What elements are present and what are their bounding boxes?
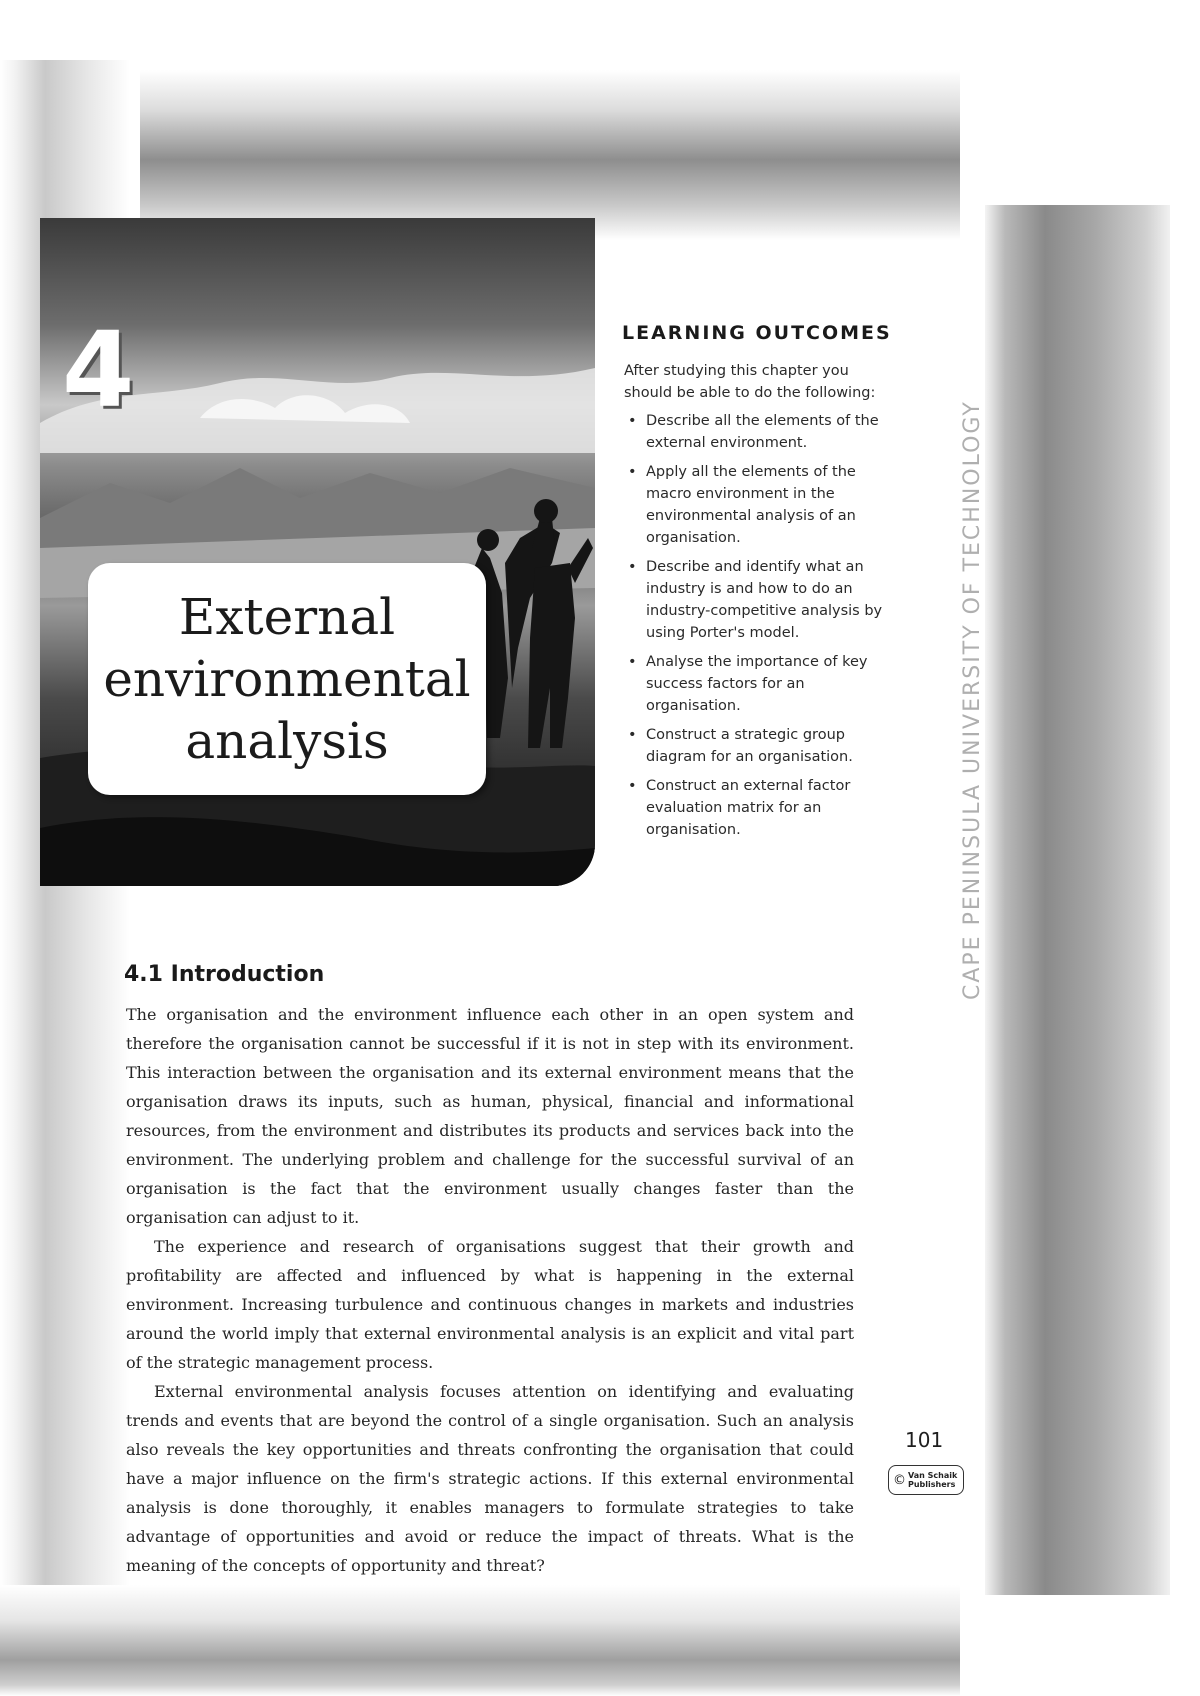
chapter-title-box bbox=[88, 563, 486, 795]
paragraph: External environmental analysis focuses attention on identifying and evaluating trends and events that are beyond the control of a single organisation. Such an analysis also reveals the key opportunities and threats confronting the organisation that could have a major influence on the firm's strategic actions. If this external environmental analysis is done thoroughly, it enables managers to formulate strategies to take advantage of opportunities and avoid or reduce the impact of threats. What is the meaning of the concepts of opportunity and threat? bbox=[126, 1382, 854, 1575]
list-item bbox=[626, 775, 898, 841]
outcome-text: Describe all the elements of the external environment. bbox=[646, 413, 879, 451]
section-heading: 4.1 Introduction bbox=[124, 962, 325, 987]
library-stamp-text: CAPE PENINSULA UNIVERSITY OF TECHNOLOGY bbox=[960, 400, 985, 1000]
outcome-text: Apply all the elements of the macro environment in the environmental analysis of an organisation. bbox=[646, 464, 856, 546]
publisher-logo bbox=[888, 1465, 964, 1495]
outcome-text: Describe and identify what an industry is and how to do an industry-competitive analysis by using Porter's model. bbox=[646, 559, 883, 641]
bullet-icon: • bbox=[628, 464, 637, 480]
learning-outcomes-list bbox=[626, 410, 898, 848]
publisher-name: Van Schaik Publishers bbox=[908, 1471, 958, 1489]
chapter-title-line: analysis bbox=[185, 712, 389, 770]
list-item bbox=[626, 724, 898, 768]
bullet-icon: • bbox=[628, 727, 637, 743]
list-item bbox=[626, 556, 898, 644]
learning-outcomes-intro: After studying this chapter you should be able to do the following: bbox=[624, 363, 876, 401]
copyright-icon: © bbox=[893, 1472, 906, 1488]
chapter-number: 4 bbox=[62, 309, 135, 431]
list-item bbox=[626, 461, 898, 549]
bullet-icon: • bbox=[628, 559, 637, 575]
outcome-text: Construct an external factor evaluation matrix for an organisation. bbox=[646, 778, 851, 838]
learning-outcomes-heading: LEARNING OUTCOMES bbox=[622, 322, 892, 344]
chapter-title-line: environmental bbox=[103, 650, 471, 708]
chapter-title-line: External bbox=[178, 588, 396, 646]
page-number: 101 bbox=[905, 1428, 944, 1452]
paragraph: The experience and research of organisations suggest that their growth and profitability are affected and influenced by what is happening in the external environment. Increasing turbulence and continuous changes in markets and industries around the world imply that external environmental analysis is an explicit and vital part of the strategic management process. bbox=[126, 1237, 854, 1372]
bullet-icon: • bbox=[628, 413, 637, 429]
bullet-icon: • bbox=[628, 654, 637, 670]
paragraph: The organisation and the environment influence each other in an open system and therefore the organisation cannot be successful if it is not in step with its environment. This interaction between the organisation and its external environment means that the organisation draws its inputs, such as human, physical, financial and informational resources, from the environment and distributes its products and services back into the environment. The underlying problem and challenge for the successful survival of an organisation is the fact that the environment usually changes faster than the organisation can adjust to it. bbox=[126, 1005, 854, 1227]
book-spine-shadow bbox=[985, 205, 1170, 1595]
bullet-icon: • bbox=[628, 778, 637, 794]
introduction-body bbox=[126, 1000, 854, 1580]
outcome-text: Analyse the importance of key success factors for an organisation. bbox=[646, 654, 868, 714]
outcome-text: Construct a strategic group diagram for an organisation. bbox=[646, 727, 853, 765]
list-item bbox=[626, 651, 898, 717]
list-item bbox=[626, 410, 898, 454]
